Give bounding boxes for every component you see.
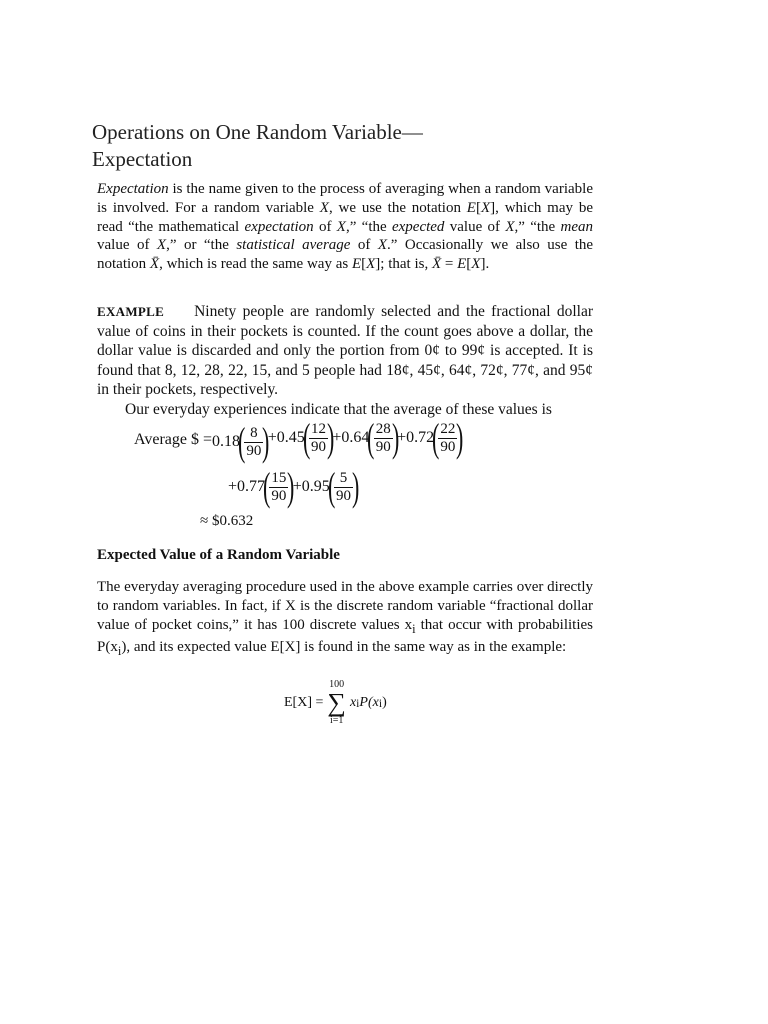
formula-lhs: E[X] = xyxy=(284,695,324,710)
example-text-2: Our everyday experiences indicate that the average of these values is xyxy=(125,400,552,418)
left-paren: ( xyxy=(432,415,440,460)
text-run: ,” or “the xyxy=(166,237,237,254)
fraction xyxy=(269,470,288,505)
var-e: E xyxy=(457,256,467,273)
var-x-bar: X̄ xyxy=(431,256,442,273)
subscript-i: i xyxy=(117,644,122,659)
var-x: X xyxy=(319,199,329,216)
section-heading xyxy=(92,119,612,173)
var-x: X xyxy=(156,237,167,254)
coefficient: 0.77 xyxy=(237,478,266,495)
var-x: X xyxy=(480,199,491,216)
denominator: 90 xyxy=(336,487,352,504)
text-run: [ xyxy=(361,256,367,273)
coefficient: 0.72 xyxy=(406,429,435,446)
formula-close: ) xyxy=(382,695,387,710)
formula-x: x xyxy=(349,695,357,710)
formula-sub: i xyxy=(356,696,360,710)
equation-lhs: Average $ = xyxy=(134,431,213,448)
formula-p: P(x xyxy=(359,695,379,710)
text-run: ,” “the xyxy=(514,218,561,235)
operator: + xyxy=(397,429,407,446)
operator: + xyxy=(228,478,238,495)
sigma-symbol: ∑ xyxy=(327,688,346,717)
text-run: value of xyxy=(97,237,157,254)
text-run: ]; that is, xyxy=(375,256,432,273)
equation-term xyxy=(267,415,335,460)
equation-row-1 xyxy=(134,415,464,464)
denominator: 90 xyxy=(246,442,262,459)
var-x-bar: X̄ xyxy=(149,256,160,273)
example-paragraph xyxy=(97,302,593,419)
numerator: 15 xyxy=(271,469,287,486)
subscript-i: i xyxy=(412,621,416,636)
numerator: 12 xyxy=(311,420,327,437)
right-paren: ) xyxy=(391,415,400,460)
left-paren: ( xyxy=(238,419,246,464)
fraction xyxy=(438,421,457,456)
coefficient: 0.64 xyxy=(341,429,370,446)
equation-term xyxy=(397,415,464,460)
equation-terms-2 xyxy=(228,464,360,509)
equation-row-2 xyxy=(228,464,360,509)
coefficient: 0.18 xyxy=(212,433,241,450)
example-label: EXAMPLE xyxy=(97,304,165,319)
left-paren: ( xyxy=(327,464,336,509)
subsection-heading: Expected Value of a Random Variable xyxy=(97,547,340,563)
coefficient: 0.95 xyxy=(301,478,330,495)
text-run: [ xyxy=(475,199,481,216)
denominator: 90 xyxy=(311,438,327,455)
equation-terms-1 xyxy=(212,415,464,464)
numerator: 22 xyxy=(440,420,456,437)
fraction xyxy=(244,425,263,460)
denominator: 90 xyxy=(440,438,456,455)
equation-term xyxy=(212,419,270,464)
var-x: X xyxy=(366,256,376,273)
text-run: , we use the notation xyxy=(328,199,467,216)
text-run: of xyxy=(350,237,378,254)
fraction xyxy=(309,421,328,456)
equation-term xyxy=(292,464,360,509)
right-paren: ) xyxy=(287,464,295,509)
right-paren: ) xyxy=(456,415,464,460)
var-x: X xyxy=(471,256,481,273)
right-paren: ) xyxy=(327,415,335,460)
heading-line-1: Operations on One Random Variable— xyxy=(92,120,423,144)
text-run: ,” “the xyxy=(345,218,392,235)
left-paren: ( xyxy=(263,464,271,509)
var-x: X xyxy=(336,218,346,235)
operator: + xyxy=(292,478,302,495)
equation-term xyxy=(332,415,400,460)
text-run: .” Occasionally we also use the notation xyxy=(97,237,594,273)
heading-line-2: Expectation xyxy=(92,147,193,171)
var-x: X xyxy=(377,237,388,254)
fraction xyxy=(334,470,353,505)
text-run: = xyxy=(441,256,458,273)
formula-sub: i xyxy=(378,696,383,710)
term-mean: mean xyxy=(560,218,594,235)
text-run: is the name given to the process of averaging when a random variable is involved. For a random variable xyxy=(97,181,593,216)
expected-value-formula xyxy=(284,680,387,726)
text-run: [ xyxy=(466,256,472,273)
sum-upper-limit: 100 xyxy=(329,679,345,690)
left-paren: ( xyxy=(302,415,311,460)
text-run: ), and its expected value E[X] is found in the same way as in the example: xyxy=(121,639,567,656)
operator: + xyxy=(332,429,342,446)
term-expected: expected xyxy=(391,218,445,235)
var-e: E xyxy=(351,256,362,273)
text-run: ]. xyxy=(480,256,490,273)
left-paren: ( xyxy=(367,415,375,460)
var-e: E xyxy=(466,199,476,216)
intro-paragraph xyxy=(97,180,593,274)
text-run: value of xyxy=(444,218,506,235)
body-paragraph xyxy=(97,578,593,661)
denominator: 90 xyxy=(271,487,287,504)
numerator: 5 xyxy=(339,469,348,486)
text-run: that occur with probabilities P(x xyxy=(97,616,593,656)
term-expectation: Expectation xyxy=(97,181,169,197)
equation-term xyxy=(228,464,295,509)
text-run: , which is read the same way as xyxy=(159,256,352,273)
example-text: Ninety people are randomly selected and the fractional dollar value of coins in their pockets is counted. If the count goes above a dollar, the dollar value is discarded and only the portion from 0¢ to 99¢ is accepted. It is found that 8, 12, 28, 22, 15, and 5 people had 18¢, 45¢, 64¢, 72¢, 77¢, and 95¢ in their pockets, respectively. xyxy=(97,303,593,398)
numerator: 8 xyxy=(250,424,258,441)
term-statistical-average: statistical average xyxy=(236,237,351,254)
summation-sigma xyxy=(327,680,346,726)
text-run: ], which may be read “the mathematical xyxy=(97,199,593,235)
numerator: 28 xyxy=(375,420,391,437)
term-expectation: expectation xyxy=(244,218,314,235)
text-run: of xyxy=(313,218,337,235)
right-paren: ) xyxy=(352,464,360,509)
sum-lower-limit: i=1 xyxy=(329,715,344,726)
denominator: 90 xyxy=(375,438,391,455)
var-x: X xyxy=(505,218,515,235)
equation-result: ≈ $0.632 xyxy=(200,513,254,529)
fraction xyxy=(374,421,393,456)
coefficient: 0.45 xyxy=(276,429,305,446)
right-paren: ) xyxy=(262,419,270,464)
text-run: The everyday averaging procedure used in the above example carries over directly to random variables. In fact, if X is the discrete random variable “fractional dollar value of pocket coins,” it has 100 discrete values x xyxy=(97,579,593,633)
operator: + xyxy=(267,429,277,446)
